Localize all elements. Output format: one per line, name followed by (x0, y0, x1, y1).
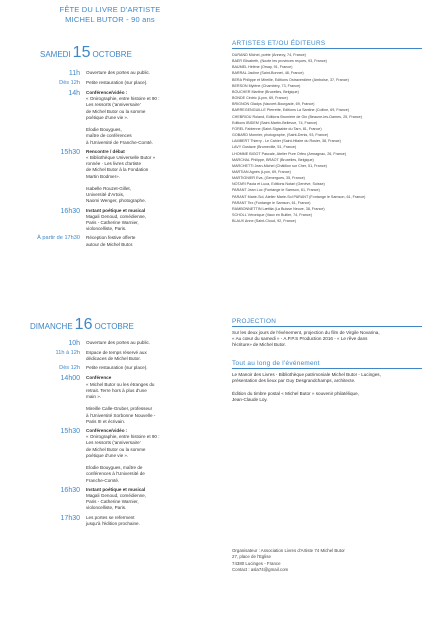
event-line: violoncelliste, Paris. (86, 226, 127, 232)
artist-entry: RAMBONNETTIN Lætitia (La Buisse Neuve, 38, France) (232, 206, 325, 211)
event-line: de Michel Butor à la Fondation (86, 167, 149, 173)
artist-entry: LHOMME BIGOT Pascale, Atelier Pure Orfeo (Armagnac, 26, France) (232, 151, 347, 156)
artist-entry: BONDE Cédric (Lyon, 69, France) (232, 96, 288, 101)
event-time: 10h (68, 340, 80, 347)
event-line: dédicaces de Michel Butor. (86, 356, 141, 362)
artist-entry: Editions IBIDEM (Saint-Martin-Bellevue, 74, France) (232, 120, 318, 125)
event-time: À partir de 17h30 (37, 235, 80, 242)
projection-title: PROJECTION (232, 318, 422, 327)
text-line: Contact : asla74@gmail.com (232, 567, 289, 573)
poster-header (30, 5, 190, 25)
event-time: 15h30 (60, 148, 80, 156)
program-event (8, 365, 213, 372)
program-event (8, 340, 213, 347)
projection-section (232, 318, 422, 349)
event-line: main ». (86, 394, 102, 400)
text-line: Le Manoir des Livres - Bibliothèque patrimoniale Michel Butor - Lucinges, (232, 372, 381, 377)
event-line: retrait. Terre hors à plus d'une (86, 387, 147, 393)
event-line: Isabelle Rouzet-Gillet, (86, 186, 131, 192)
event-line: Franche-Comté. (86, 477, 120, 483)
event-line: Magali Genoud, comédienne, (86, 493, 147, 499)
sunday-program (8, 340, 213, 530)
event-time: 11h à 12h (55, 350, 80, 356)
artist-entry: BERA Philippe et Mireille, Editions Ostraverdière (Amboise, 37, France) (232, 77, 349, 82)
program-event (8, 350, 213, 362)
sunday-day-number: 16 (74, 316, 93, 333)
event-line: Elodie Bouygues, maître de (86, 465, 143, 471)
event-line: de Michel Butor ou la somme (86, 446, 146, 452)
header-line-2: MICHEL BUTOR - 90 ans (65, 15, 155, 24)
organizer-info (232, 548, 412, 574)
event-line: Les ressorts ('anniversaire' (86, 102, 141, 108)
event-line: Magali Genoud, comédienne, (86, 213, 147, 219)
event-line: Petite restauration (sur place). (86, 365, 148, 371)
artist-entry: MARTIGNIER Eva, (Genergues, 35, France) (232, 176, 305, 181)
event-time: 15h30 (60, 428, 80, 436)
program-event (8, 515, 213, 527)
event-line: conférences à l'Université de (86, 471, 145, 477)
program-event (8, 487, 213, 512)
text-line: Organisateur : Association Livres d'Artiste 74 Michel Butor (232, 548, 345, 553)
artist-entry: BAER Elisabeth, (Noote les provinces reçues, 93, France) (232, 59, 327, 64)
artist-entry: BRIGNON Gladys (Vauvert-Bourgade, 69, France) (232, 102, 315, 107)
weekend-section (232, 360, 422, 403)
event-line: Les ressorts ('anniversaire' (86, 440, 141, 446)
projection-text (232, 330, 422, 349)
event-line: « Michel Butor ou les étranges du (86, 381, 155, 387)
artist-entry: PARANT Marie-Sol, Atelier Marie-Sol PARANT (Fontange le Samson, 61, France) (232, 194, 366, 199)
program-event (8, 90, 213, 146)
text-line: présentation des lieux par Guy Desgrandchamps, architecte. (232, 378, 356, 384)
program-event (8, 149, 213, 205)
weekend-text (232, 372, 422, 403)
event-time: Dès 12h (59, 80, 80, 86)
artist-entry: BLAUX Anne (Saint-Cloud, 92, France) (232, 219, 296, 224)
event-line: Martin Bodmer». (86, 173, 120, 179)
event-title: Instant poétique et musical (86, 207, 146, 213)
event-details (86, 235, 213, 247)
sunday-month: OCTOBRE (94, 322, 134, 331)
event-title: Instant poétique et musical (86, 486, 146, 492)
text-line: Édition du timbre postal « Michel Butor » souvenir philatélique, (232, 390, 359, 396)
event-time: 16h30 (60, 486, 80, 494)
artist-entry: LAMBERT Thierry - Le Cahier (Saint-Hilaire du Rosier, 38, France) (232, 139, 341, 144)
program-event (8, 375, 213, 425)
program-event (8, 208, 213, 233)
event-line: autour de Michel Butor. (86, 241, 134, 247)
event-line: poétique d'une vie ». (86, 452, 129, 458)
event-details (86, 70, 213, 77)
event-line: poétique d'une vie ». (86, 114, 129, 120)
event-time: 17h30 (60, 514, 80, 522)
event-line: Elodie Bouygues, (86, 127, 122, 133)
event-title: Conférence/vidéo : (86, 428, 128, 434)
event-title: Conférence/vidéo : (86, 90, 128, 95)
event-line: maître de conférences (86, 133, 132, 139)
event-line: Paris - Catherine Warnier, (86, 220, 139, 226)
saturday-day-number: 15 (72, 44, 91, 61)
event-details (86, 428, 213, 484)
event-line: Réception festive offerte (86, 235, 136, 241)
text-line: Sur les deux jours de l'événement, projection du film de Virgile Novarina, (232, 330, 380, 335)
artist-entry: MARCHETTI Jean-Michel (Châtillon sur Cher, 51, France) (232, 163, 327, 168)
artist-entry: NOTARI Paola et Luca, Editions Notari (Genève, Suisse) (232, 182, 325, 187)
artist-entry: BERSON Mylène (Chambéry, 73, France) (232, 83, 301, 88)
artist-entry: BARRAL Jacline (Saint-Bonnet, 48, France) (232, 71, 304, 76)
artist-entry: PARANT Jean Luc (Fontange le Samson, 61, France) (232, 188, 320, 193)
program-event (8, 235, 213, 247)
event-line: « Bibliothèque Universelle Butor » (86, 155, 156, 161)
event-time: 11h (68, 70, 80, 77)
saturday-heading (40, 45, 132, 61)
artist-entry: MARTIAN Agnès (Lyon, 69, France) (232, 169, 291, 174)
event-time: 14h00 (60, 375, 80, 383)
artist-entry: LAVY Gustave (Brumeville, 51, France) (232, 145, 297, 150)
event-details (86, 80, 213, 87)
event-details (86, 515, 213, 527)
event-line: violoncelliste, Paris. (86, 505, 127, 511)
event-details (86, 90, 213, 146)
event-line: jusqu'à l'édition prochaine. (86, 520, 140, 526)
artist-entry: GOBARD Monnier, photographe, (Saint-Denis, 93, France) (232, 133, 329, 138)
event-title: Conférence (86, 375, 112, 381)
artist-entry: SCHOLL Véronique (Vaux en Bullier, 74, France) (232, 213, 312, 218)
event-title: Rencontre / débat (86, 148, 125, 154)
event-line: Espace de temps réservé aux (86, 350, 147, 355)
event-details (86, 365, 213, 372)
artist-entry: PARANT Tex (Fontange le Samson, 61, France) (232, 200, 311, 205)
event-details (86, 375, 213, 425)
event-line: Ouverture des portes au public. (86, 340, 151, 345)
event-line: Naomi Wenger, photographe. (86, 198, 146, 204)
event-line: Paris III et écrivain. (86, 418, 126, 424)
artist-entry: BAUMEL Hélène (Orsay, 91, France) (232, 65, 293, 70)
weekend-title: Tout au long de l'événement (232, 360, 422, 369)
event-details (86, 208, 213, 233)
saturday-label: SAMEDI (40, 50, 71, 59)
event-line: Petite restauration (sur place). (86, 80, 148, 85)
event-line: Mireille Calle-Gruber, professeur (86, 406, 153, 412)
sunday-heading (30, 317, 134, 333)
event-line: de Michel Butor ou la somme (86, 108, 146, 114)
artist-entry: BARREGENGUILLE Pierrette, Editions La Santine (Colline, 69, France) (232, 108, 350, 113)
artists-section (232, 40, 422, 224)
program-event (8, 428, 213, 484)
event-line: Université d'Artois, (86, 192, 125, 198)
event-details (86, 350, 213, 362)
event-details (86, 149, 213, 205)
event-line: « Onirographie, entre histoire et 90 : (86, 434, 160, 440)
event-line: à l'Université de Franche-Comté. (86, 139, 154, 145)
event-time: 14h (68, 90, 80, 97)
event-time: 16h30 (60, 207, 80, 215)
saturday-month: OCTOBRE (92, 50, 132, 59)
text-line: Jean-Claude Loy. (232, 396, 268, 402)
artists-list (232, 52, 422, 224)
text-line: l'écriture» de Michel Butor. (232, 342, 286, 348)
artist-entry: CHEBRIOU Roland, Editions Brumière de Gin (Beaune-les-Dames, 25, France) (232, 114, 362, 119)
artist-entry: DURAND Michel, poète (Annecy, 74, France) (232, 53, 306, 57)
text-line: « Au cœur du samedi » - A.P.P.S Production 2016 - « Le rêve dans (232, 336, 368, 342)
event-time: Dès 12h (59, 365, 80, 372)
artist-entry: MARCHAL Philippe, BRAOT (Bruxelles, Belgique) (232, 157, 314, 162)
text-line: 74380 Lucinges - France (232, 560, 281, 566)
program-event (8, 80, 213, 87)
sunday-label: DIMANCHE (30, 322, 73, 331)
event-line: ronnée · Les livres d'artiste (86, 161, 142, 167)
artists-title: ARTISTES ET/OU ÉDITEURS (232, 40, 422, 49)
artist-entry: FOREL Fabienne (Saint-Sigisabie du Tarn, 81, France) (232, 126, 322, 131)
event-line: « Onirographie, entre histoire et 90 : (86, 96, 160, 102)
text-line: 27, place de l'Eglise (232, 554, 271, 560)
event-line: à l'Université Sorbonne Nouvelle - (86, 412, 156, 418)
event-line: Les portes se referment (86, 514, 135, 520)
event-details (86, 340, 213, 347)
artist-entry: BOUCHER Martine (Bruxelles, Belgique) (232, 89, 299, 94)
event-details (86, 487, 213, 512)
event-line: Paris - Catherine Warnier, (86, 499, 139, 505)
event-line: Ouverture des portes au public. (86, 70, 151, 75)
header-line-1: FÊTE DU LIVRE D'ARTISTE (59, 5, 161, 14)
saturday-program (8, 70, 213, 251)
program-event (8, 70, 213, 77)
